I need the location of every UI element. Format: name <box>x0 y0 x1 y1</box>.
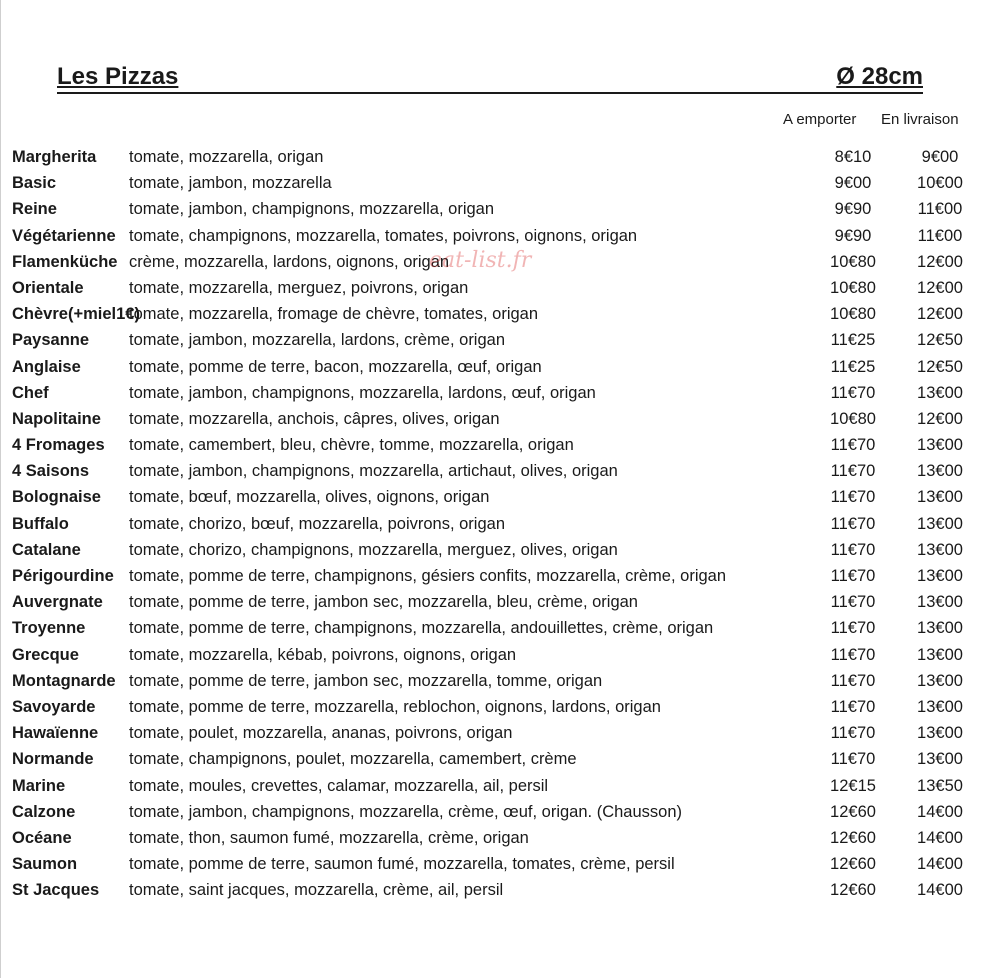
pizza-name: Auvergnate <box>12 593 103 612</box>
price-emporter: 11€70 <box>830 724 876 743</box>
pizza-name: Hawaïenne <box>12 724 99 743</box>
pizza-name: Buffalo <box>12 514 69 533</box>
pizza-name: Bolognaise <box>12 488 101 507</box>
price-emporter: 9€90 <box>834 200 872 219</box>
price-livraison: 12€00 <box>917 305 963 324</box>
pizza-name: Margherita <box>12 148 97 166</box>
pizza-name: Chèvre(+miel1€) <box>12 305 140 324</box>
pizza-row <box>12 380 972 406</box>
price-emporter: 11€70 <box>830 750 876 769</box>
price-livraison: 13€00 <box>917 724 963 743</box>
pizza-row <box>12 301 972 327</box>
pizza-ingredients: tomate, jambon, mozzarella, lardons, crème, origan <box>129 331 506 350</box>
price-livraison: 12€00 <box>917 278 963 297</box>
price-livraison: 13€00 <box>917 488 963 507</box>
pizza-name: Napolitaine <box>12 409 101 428</box>
pizza-ingredients: tomate, chorizo, bœuf, mozzarella, poivrons, origan <box>129 514 505 533</box>
pizza-ingredients: tomate, jambon, mozzarella <box>129 174 332 193</box>
price-livraison: 14€00 <box>917 881 963 900</box>
pizza-row <box>12 432 972 458</box>
price-livraison: 12€00 <box>917 252 963 271</box>
price-emporter: 12€60 <box>830 881 876 900</box>
col-emporter-header: A emporter <box>783 111 857 128</box>
pizza-row <box>12 354 972 380</box>
price-emporter: 11€70 <box>830 593 876 612</box>
pizza-name: Calzone <box>12 802 76 821</box>
pizza-row <box>12 223 972 249</box>
price-livraison: 13€00 <box>917 567 963 585</box>
pizza-ingredients: tomate, poulet, mozzarella, ananas, poivrons, origan <box>129 724 513 743</box>
price-emporter: 11€70 <box>830 383 876 402</box>
price-emporter: 10€80 <box>830 305 876 324</box>
pizza-ingredients: tomate, moules, crevettes, calamar, mozzarella, ail, persil <box>129 776 549 795</box>
price-livraison: 12€50 <box>917 331 963 350</box>
price-livraison: 12€50 <box>917 357 963 376</box>
pizza-name: St Jacques <box>12 881 100 900</box>
pizza-row <box>12 720 972 746</box>
price-livraison: 13€50 <box>917 776 963 795</box>
pizza-name: Troyenne <box>12 619 86 638</box>
pizza-ingredients: tomate, mozzarella, origan <box>129 148 324 166</box>
pizza-ingredients: tomate, pomme de terre, mozzarella, reblochon, oignons, lardons, origan <box>129 697 661 716</box>
pizza-ingredients: tomate, chorizo, champignons, mozzarella, merguez, olives, origan <box>129 540 618 559</box>
price-emporter: 12€15 <box>830 776 876 795</box>
price-emporter: 8€10 <box>834 148 872 166</box>
price-livraison: 14€00 <box>917 828 963 847</box>
price-livraison: 12€00 <box>917 409 963 428</box>
pizza-name: Chef <box>12 383 49 402</box>
pizza-row <box>12 170 972 196</box>
price-emporter: 11€70 <box>830 462 876 481</box>
pizza-name: Basic <box>12 174 57 193</box>
pizza-row <box>12 196 972 222</box>
pizza-ingredients: tomate, thon, saumon fumé, mozzarella, crème, origan <box>129 828 529 847</box>
price-emporter: 12€60 <box>830 855 876 874</box>
pizza-row <box>12 589 972 615</box>
price-livraison: 13€00 <box>917 383 963 402</box>
pizza-ingredients: tomate, saint jacques, mozzarella, crème, ail, persil <box>129 881 504 900</box>
pizza-ingredients: tomate, mozzarella, anchois, câpres, olives, origan <box>129 409 500 428</box>
price-emporter: 10€80 <box>830 278 876 297</box>
price-emporter: 11€70 <box>830 488 876 507</box>
pizza-name: Marine <box>12 776 66 795</box>
menu-title: Les Pizzas <box>57 63 179 90</box>
price-livraison: 14€00 <box>917 802 963 821</box>
pizza-row <box>12 642 972 668</box>
pizza-ingredients: tomate, jambon, champignons, mozzarella, lardons, œuf, origan <box>129 383 596 402</box>
pizza-row <box>12 144 972 170</box>
price-emporter: 11€25 <box>830 357 876 376</box>
price-livraison: 13€00 <box>917 593 963 612</box>
pizza-ingredients: tomate, mozzarella, merguez, poivrons, origan <box>129 278 469 297</box>
pizza-name: Anglaise <box>12 357 81 376</box>
price-emporter: 9€90 <box>834 226 872 245</box>
pizza-row <box>12 799 972 825</box>
pizza-row <box>12 615 972 641</box>
pizza-ingredients: tomate, jambon, champignons, mozzarella, crème, œuf, origan. (Chausson) <box>129 802 682 821</box>
price-livraison: 13€00 <box>917 540 963 559</box>
pizza-row <box>12 537 972 563</box>
pizza-name: Végétarienne <box>12 226 116 245</box>
price-livraison: 10€00 <box>917 174 963 193</box>
price-livraison: 11€00 <box>917 200 963 219</box>
price-emporter: 11€25 <box>830 331 876 350</box>
price-emporter: 10€80 <box>830 252 876 271</box>
pizza-row <box>12 511 972 537</box>
col-livraison-header: En livraison <box>881 111 959 128</box>
price-column-headers <box>783 110 973 130</box>
pizza-ingredients: crème, mozzarella, lardons, oignons, origan <box>129 252 450 271</box>
pizza-row <box>12 458 972 484</box>
price-emporter: 11€70 <box>830 619 876 638</box>
price-livraison: 13€00 <box>917 671 963 690</box>
price-emporter: 11€70 <box>830 697 876 716</box>
price-emporter: 9€00 <box>834 174 872 193</box>
price-emporter: 11€70 <box>830 567 876 585</box>
pizza-name: Périgourdine <box>12 567 114 585</box>
price-livraison: 9€00 <box>921 148 959 166</box>
price-emporter: 12€60 <box>830 802 876 821</box>
price-emporter: 11€70 <box>830 671 876 690</box>
price-emporter: 12€60 <box>830 828 876 847</box>
pizza-name: Reine <box>12 200 57 219</box>
price-livraison: 13€00 <box>917 514 963 533</box>
price-livraison: 13€00 <box>917 436 963 455</box>
pizza-ingredients: tomate, pomme de terre, jambon sec, mozzarella, tomme, origan <box>129 671 603 690</box>
pizza-ingredients: tomate, camembert, bleu, chèvre, tomme, mozzarella, origan <box>129 436 574 455</box>
price-emporter: 11€70 <box>830 645 876 664</box>
pizza-ingredients: tomate, jambon, champignons, mozzarella, origan <box>129 200 495 219</box>
pizza-name: Catalane <box>12 540 81 559</box>
price-livraison: 13€00 <box>917 645 963 664</box>
pizza-ingredients: tomate, pomme de terre, jambon sec, mozzarella, bleu, crème, origan <box>129 593 638 612</box>
price-livraison: 13€00 <box>917 619 963 638</box>
pizza-row <box>12 668 972 694</box>
price-livraison: 11€00 <box>917 226 963 245</box>
pizza-ingredients: tomate, mozzarella, fromage de chèvre, tomates, origan <box>129 305 539 324</box>
pizza-row <box>12 694 972 720</box>
pizza-name: Flamenküche <box>12 252 118 271</box>
menu-header <box>57 62 923 94</box>
price-livraison: 13€00 <box>917 750 963 769</box>
pizza-name: Savoyarde <box>12 697 96 716</box>
pizza-ingredients: tomate, champignons, poulet, mozzarella, camembert, crème <box>129 750 577 769</box>
pizza-name: 4 Saisons <box>12 462 90 481</box>
pizza-name: Montagnarde <box>12 671 116 690</box>
pizza-row <box>12 406 972 432</box>
pizza-name: Grecque <box>12 645 79 664</box>
pizza-name: Normande <box>12 750 94 769</box>
pizza-name: Orientale <box>12 278 84 297</box>
watermark: eat-list.fr <box>429 248 532 273</box>
price-livraison: 13€00 <box>917 462 963 481</box>
price-emporter: 11€70 <box>830 514 876 533</box>
pizza-size: Ø 28cm <box>836 63 923 90</box>
pizza-ingredients: tomate, jambon, champignons, mozzarella, artichaut, olives, origan <box>129 462 618 481</box>
pizza-ingredients: tomate, champignons, mozzarella, tomates, poivrons, oignons, origan <box>129 226 638 245</box>
price-emporter: 11€70 <box>830 436 876 455</box>
price-livraison: 13€00 <box>917 697 963 716</box>
pizza-name: 4 Fromages <box>12 436 105 455</box>
pizza-row <box>12 484 972 510</box>
pizza-row <box>12 877 972 903</box>
pizza-ingredients: tomate, pomme de terre, saumon fumé, mozzarella, tomates, crème, persil <box>129 855 675 874</box>
price-emporter: 10€80 <box>830 409 876 428</box>
pizza-ingredients: tomate, pomme de terre, bacon, mozzarella, œuf, origan <box>129 357 542 376</box>
pizza-row <box>12 275 972 301</box>
pizza-row <box>12 773 972 799</box>
pizza-name: Paysanne <box>12 331 90 350</box>
price-livraison: 14€00 <box>917 855 963 874</box>
pizza-ingredients: tomate, bœuf, mozzarella, olives, oignons, origan <box>129 488 490 507</box>
pizza-row <box>12 563 972 589</box>
price-emporter: 11€70 <box>830 540 876 559</box>
pizza-row <box>12 327 972 353</box>
pizza-name: Saumon <box>12 855 78 874</box>
pizza-row <box>12 851 972 877</box>
pizza-row <box>12 825 972 851</box>
pizza-row <box>12 746 972 772</box>
pizza-ingredients: tomate, mozzarella, kébab, poivrons, oignons, origan <box>129 645 517 664</box>
pizza-ingredients: tomate, pomme de terre, champignons, mozzarella, andouillettes, crème, origan <box>129 619 714 638</box>
pizza-ingredients: tomate, pomme de terre, champignons, gésiers confits, mozzarella, crème, origan <box>129 567 727 585</box>
pizza-name: Océane <box>12 828 72 847</box>
